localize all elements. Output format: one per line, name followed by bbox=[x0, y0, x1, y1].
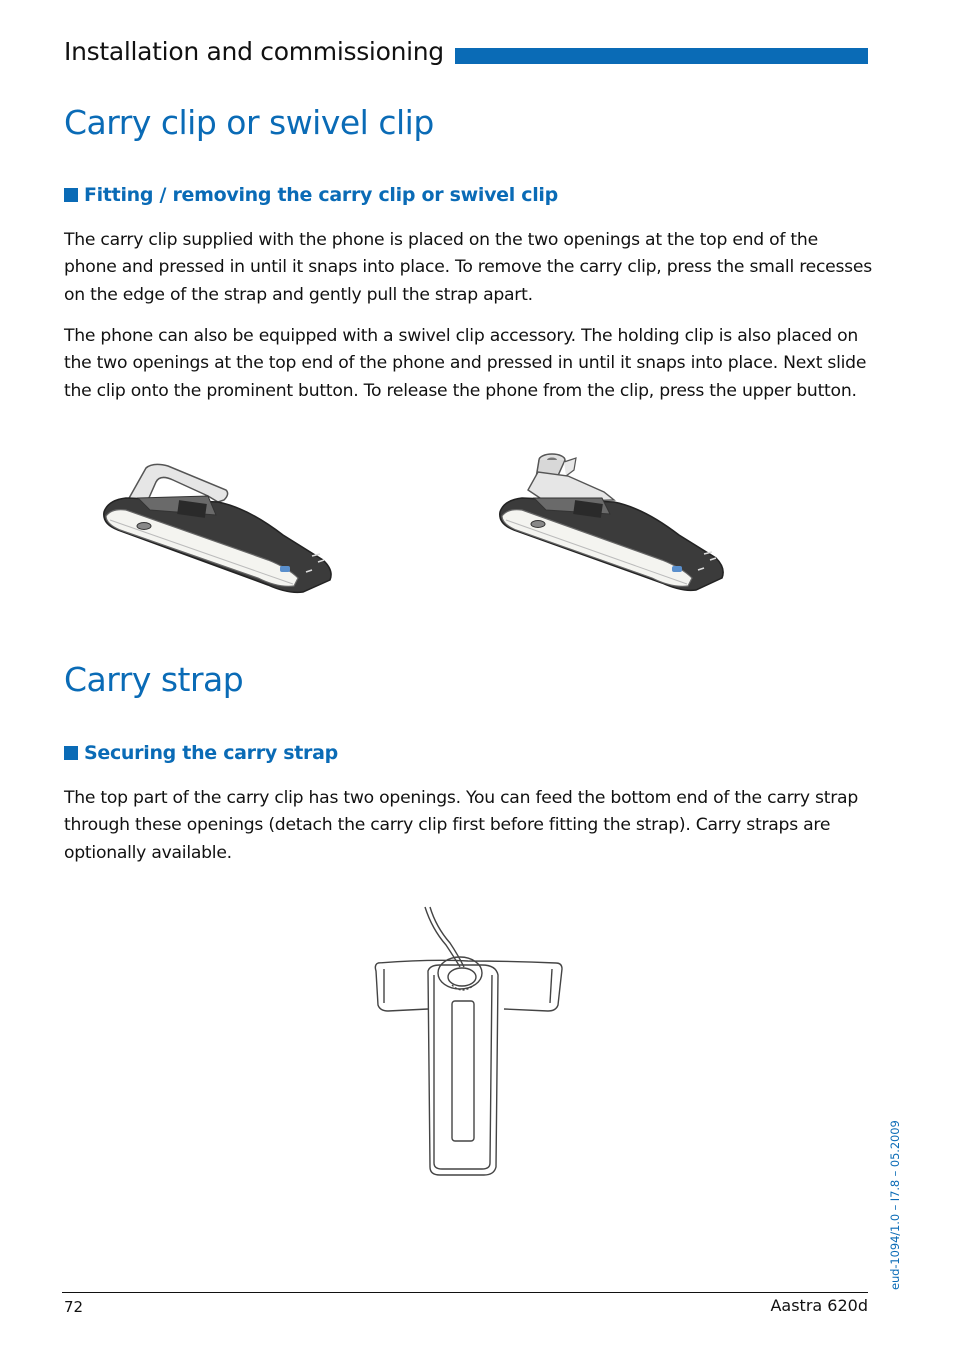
section-title-carry-strap: Carry strap bbox=[64, 660, 244, 699]
paragraph-swivel-clip: The phone can also be equipped with a swivel clip accessory. The holding clip is also placed on the two openings at the top end of the phone and pressed in until it snaps into place. Next slide the clip onto the prominent button. To release the phone from the clip, press the upper button. bbox=[64, 326, 867, 401]
chapter-title: Installation and commissioning bbox=[64, 37, 444, 66]
subheading-securing-strap-text: Securing the carry strap bbox=[84, 742, 338, 764]
square-bullet-icon bbox=[64, 188, 78, 202]
chapter-bar bbox=[455, 48, 868, 64]
subheading-securing-strap bbox=[64, 742, 338, 764]
carry-strap-clip-image bbox=[370, 905, 570, 1180]
square-bullet-icon bbox=[64, 746, 78, 760]
phone-carry-clip-image bbox=[98, 460, 338, 595]
paragraph-carry-strap: The top part of the carry clip has two openings. You can feed the bottom end of the carry strap through these openings (detach the carry clip first before fitting the strap). Carry straps are optionally available. bbox=[64, 788, 858, 863]
subheading-fitting-clip-text: Fitting / removing the carry clip or swivel clip bbox=[84, 184, 558, 206]
paragraph-carry-clip: The carry clip supplied with the phone is placed on the two openings at the top end of the phone and pressed in until it snaps into place. To remove the carry clip, press the small recesses on the edge of the strap and gently pull the strap apart. bbox=[64, 230, 872, 305]
page-number: 72 bbox=[64, 1298, 84, 1316]
footer-rule bbox=[62, 1292, 868, 1293]
document-code: eud-1094/1.0 – I7.8 – 05.2009 bbox=[888, 1120, 902, 1290]
product-name: Aastra 620d bbox=[770, 1296, 868, 1315]
section-title-carry-clip: Carry clip or swivel clip bbox=[64, 103, 434, 142]
subheading-fitting-clip bbox=[64, 184, 558, 206]
phone-swivel-clip-image bbox=[494, 450, 734, 595]
